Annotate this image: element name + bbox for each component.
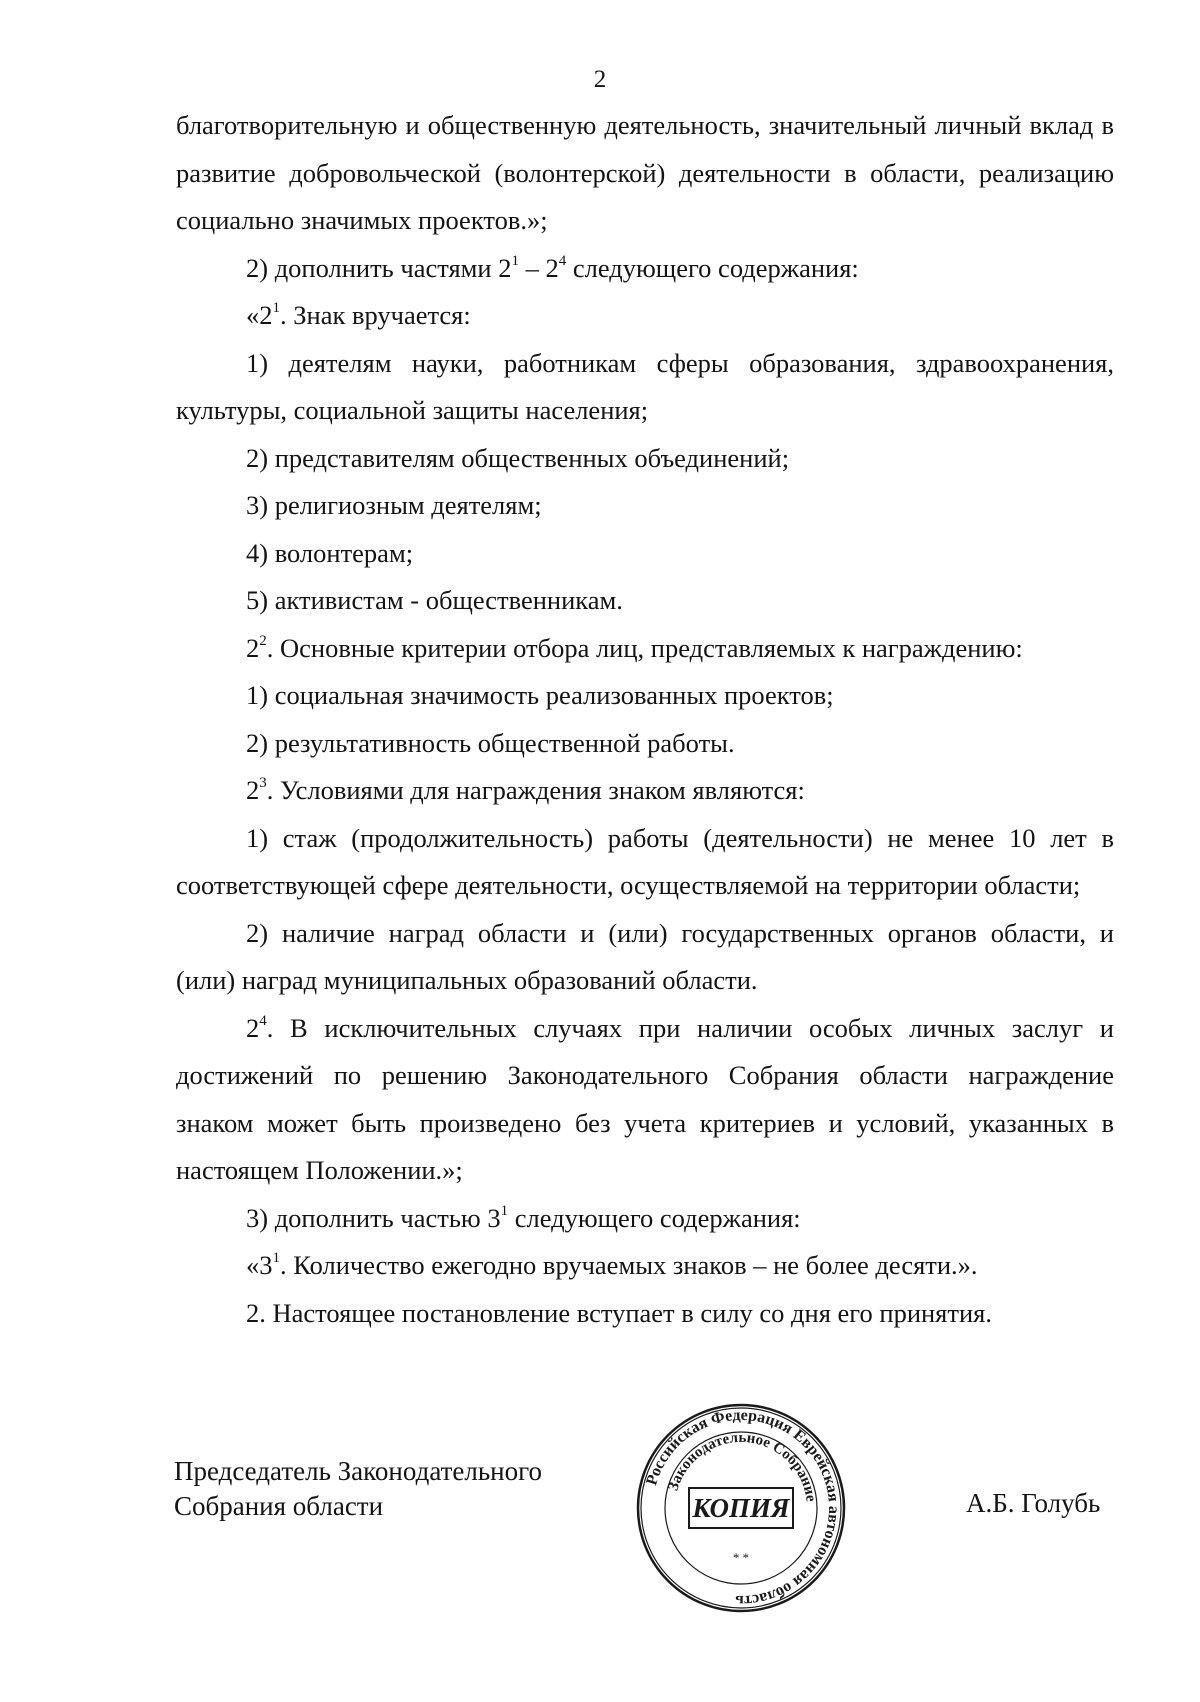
official-stamp: [635, 1402, 847, 1614]
paragraph: 2. Настоящее постановление вступает в силу со дня его принятия.: [246, 1297, 992, 1328]
stamp-stars: * *: [732, 1550, 750, 1565]
stamp-outer-text: Российская Федерация Еврейская автономная область: [643, 1406, 843, 1610]
paragraph: $2^3$. Условиями для награждения знаком являются:: [246, 775, 805, 805]
list-item: 5) активистам - общественникам.: [246, 585, 623, 615]
document-body: [176, 102, 1114, 1337]
signatory-title: Председатель Законодательного Собрания области: [174, 1456, 543, 1521]
page-number: 2: [593, 66, 607, 93]
list-item: 1) деятелям науки, работникам сферы образования, здравоохранения, культуры, социальной защиты населения;: [176, 347, 1114, 425]
paragraph: «$3^1$. Количество ежегодно вручаемых знаков – не более десяти.».: [246, 1250, 978, 1280]
list-item: 1) стаж (продолжительность) работы (деятельности) не менее 10 лет в соответствующей сфере деятельности, осуществляемой на территории области;: [176, 822, 1114, 900]
list-item: 3) религиозным деятелям;: [246, 490, 542, 520]
paragraph: благотворительную и общественную деятельность, значительный личный вклад в развитие добровольческой (волонтерской) деятельности в области, реализацию социально значимых проектов.»;: [176, 110, 1114, 235]
list-item: 1) социальная значимость реализованных проектов;: [246, 680, 834, 710]
list-item: 4) волонтерам;: [246, 537, 414, 568]
paragraph: «$2^1$. Знак вручается:: [246, 300, 471, 330]
paragraph: 2) дополнить частями $2^1 - 2^4$ следующего содержания:: [246, 252, 859, 283]
paragraph: $2^2$. Основные критерии отбора лиц, представляемых к награждению:: [246, 632, 1023, 663]
paragraph: 3) дополнить частью $3^1$ следующего содержания:: [246, 1202, 801, 1233]
list-item: 2) результативность общественной работы.: [246, 727, 735, 758]
stamp-center-text: КОПИЯ: [692, 1493, 790, 1523]
signatory-name: А.Б. Голубь: [966, 1488, 1101, 1518]
stamp-inner-text: Законодательное Собрание: [665, 1429, 819, 1503]
list-item: 2) наличие наград области и (или) государственных органов области, и (или) наград муниципальных образований области.: [176, 917, 1114, 995]
paragraph: $2^4$. В исключительных случаях при наличии особых личных заслуг и достижений по решению Законодательного Собрания области награждение знаком может быть произведено без учета критериев и условий, указанных в настоящем Положении.»;: [176, 1012, 1114, 1185]
list-item: 2) представителям общественных объединений;: [246, 442, 790, 473]
